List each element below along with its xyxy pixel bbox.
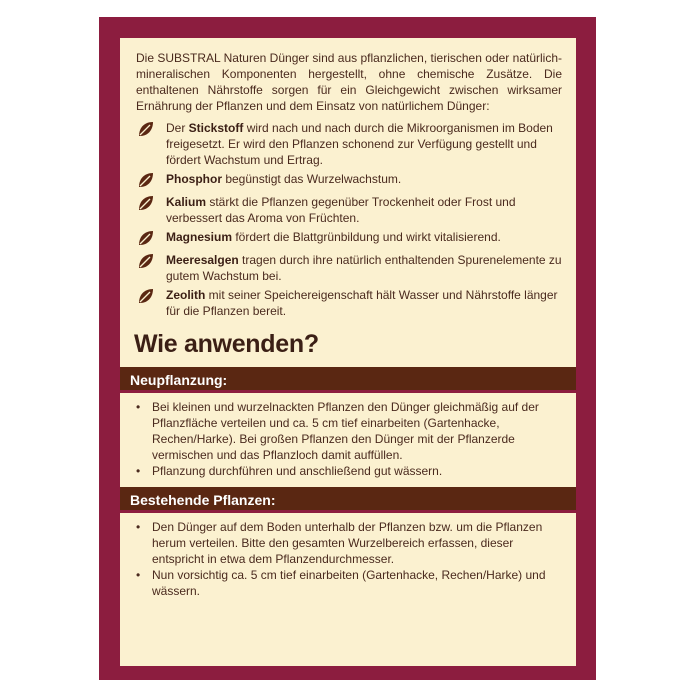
- panel-content: [130, 50, 562, 607]
- nutrient-text: Zeolith mit seiner Speichereigenschaft hält Wasser und Nährstoffe länger für die Pflanzen bereit.: [166, 288, 558, 318]
- existing-plants-list: [136, 519, 562, 599]
- nutrient-text: Magnesium fördert die Blattgrünbildung und wirkt vitalisierend.: [166, 230, 501, 244]
- nutrient-item: [136, 252, 562, 284]
- bullet-dot: •: [136, 568, 141, 582]
- nutrient-item: [136, 287, 562, 319]
- list-item: • Pflanzung durchführen und anschließend gut wässern.: [136, 464, 443, 478]
- bullet-dot: •: [136, 464, 141, 478]
- nutrient-name: Kalium: [166, 195, 207, 209]
- section-bar-existing-plants: Bestehende Pflanzen:: [120, 487, 576, 513]
- leaf-icon: [136, 118, 166, 140]
- nutrient-item: [136, 194, 562, 226]
- list-item: • Bei kleinen und wurzelnackten Pflanzen den Dünger gleichmäßig auf der Pflanzfläche verteilen und ca. 5 cm tief einarbeiten (Gartenhacke, Rechen/Harke). Bei großen Pflanzen den Dünger mit der Pflanzerde vermischen und das Pflanzloch damit auffüllen.: [136, 400, 539, 462]
- nutrient-list: [136, 120, 562, 319]
- nutrient-name: Phosphor: [166, 172, 222, 186]
- bullet-dot: •: [136, 520, 141, 534]
- leaf-icon: [136, 250, 166, 272]
- leaf-icon: [136, 227, 166, 249]
- list-item: • Nun vorsichtig ca. 5 cm tief einarbeiten (Gartenhacke, Rechen/Harke) und wässern.: [136, 568, 546, 598]
- bullet-dot: •: [136, 400, 141, 414]
- info-panel: [120, 38, 576, 666]
- nutrient-item: [136, 120, 562, 168]
- new-planting-list: [136, 399, 562, 479]
- nutrient-text: Meeresalgen tragen durch ihre natürlich enthaltenden Spurenelemente zu gutem Wachstum bei.: [166, 253, 562, 283]
- nutrient-name: Magnesium: [166, 230, 233, 244]
- nutrient-text: Der Stickstoff wird nach und nach durch die Mikroorganismen im Boden freigesetzt. Er wird den Pflanzen schonend zur Verfügung gestellt und fördert Wachstum und Ertrag.: [166, 121, 553, 167]
- usage-heading: Wie anwenden?: [134, 330, 319, 358]
- leaf-icon: [136, 285, 166, 307]
- nutrient-name: Zeolith: [166, 288, 206, 302]
- section-bar-new-planting: Neupflanzung:: [120, 367, 576, 393]
- nutrient-item: [136, 229, 562, 249]
- nutrient-text: Kalium stärkt die Pflanzen gegenüber Trockenheit oder Frost und verbessert das Aroma von Früchten.: [166, 195, 516, 225]
- list-item: • Den Dünger auf dem Boden unterhalb der Pflanzen bzw. um die Pflanzen herum verteilen. Bitte den gesamten Wurzelbereich erfassen, dieser entspricht in etwa dem Pflanzendurchmesser.: [136, 520, 543, 566]
- nutrient-item: [136, 171, 562, 191]
- leaf-icon: [136, 192, 166, 214]
- nutrient-text: Phosphor begünstigt das Wurzelwachstum.: [166, 172, 402, 186]
- nutrient-name: Meeresalgen: [166, 253, 239, 267]
- intro-text: Die SUBSTRAL Naturen Dünger sind aus pflanzlichen, tierischen oder natürlich-mineralischen Komponenten hergestellt, ohne chemische Zusätze. Die enthaltenen Nährstoffe sorgen für ein Gleichgewicht zwischen wirksamer Ernährung der Pflanzen und dem Einsatz von natürlichem Dünger:: [136, 51, 562, 113]
- nutrient-name: Stickstoff: [188, 121, 244, 135]
- leaf-icon: [136, 169, 166, 191]
